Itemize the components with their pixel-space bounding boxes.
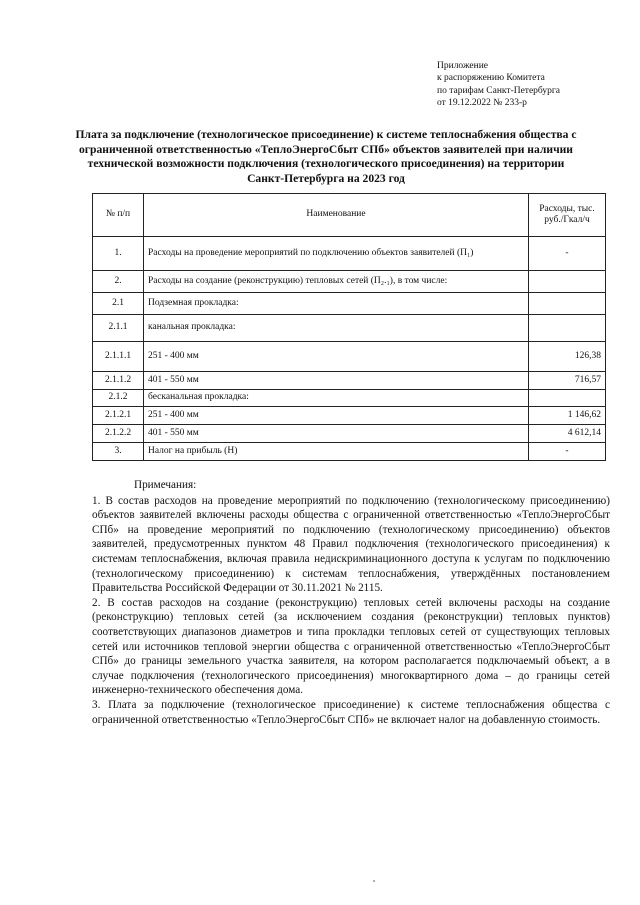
row-name: 251 - 400 мм [144,407,529,425]
table-row [93,372,606,390]
header-name: Наименование [144,194,529,237]
table-row [93,293,606,315]
row-value: 716,57 [529,372,606,390]
row-num: 2.1.1.1 [93,342,144,372]
row-name: Расходы на создание (реконструкцию) тепловых сетей (П₂.₁), в том числе: [144,271,529,293]
row-value: 4 612,14 [529,425,606,443]
row-num: 2.1 [93,293,144,315]
row-name: 251 - 400 мм [144,342,529,372]
tariff-table [92,193,606,461]
table-row [93,390,606,407]
table-row [93,342,606,372]
table-row [93,407,606,425]
row-num: 1. [93,237,144,271]
note-item: 1. В состав расходов на проведение мероприятий по подключению (технологическому присоединению) объектов заявителей включены расходы общества с ограниченной ответственностью «ТеплоЭнергоСбыт СПб» на проведение мероприятий по подключению (технологическому присоединению) объектов заявителей, предусмотренных пунктом 48 Правил подключения (технологического присоединения) к системам теплоснабжения, включая правила недискриминационного доступа к услугам по подключению (технологическому присоединению) к системам теплоснабжения, утверждённых постановлением Правительства Российской Федерации от 30.11.2021 № 2115. [92,494,610,595]
document-title: Плата за подключение (технологическое присоединение) к системе теплоснабжения общества с ограниченной ответственностью «ТеплоЭнергоСбыт СПб» объектов заявителей при наличии технической возможности подключения (технологического присоединения) на территории Санкт-Петербурга на 2023 год [75,128,577,185]
table-row [93,237,606,271]
header-num: № п/п [93,194,144,237]
row-value [529,271,606,293]
appendix-line: по тарифам Санкт-Петербурга [437,85,561,96]
row-value [529,315,606,342]
row-value [529,293,606,315]
appendix-line: от 19.12.2022 № 233-р [437,98,527,109]
row-name: Налог на прибыль (Н) [144,443,529,461]
appendix-reference [437,60,637,110]
appendix-line: Приложение [437,61,488,71]
row-num: 2. [93,271,144,293]
row-name: бесканальная прокладка: [144,390,529,407]
table-row [93,315,606,342]
row-value: 1 146,62 [529,407,606,425]
row-value: - [529,237,606,271]
table-row [93,443,606,461]
row-name: Расходы на проведение мероприятий по подключению объектов заявителей (П₁) [144,237,529,271]
row-name: Подземная прокладка: [144,293,529,315]
row-num: 2.1.2 [93,390,144,407]
row-num: 2.1.1.2 [93,372,144,390]
table-row [93,271,606,293]
note-item: 2. В состав расходов на создание (реконструкцию) тепловых сетей включены расходы на создание (реконструкцию) тепловых сетей (за исключением создания (реконструкции) тепловых пунктов) соответствующих диапазонов диаметров и типа прокладки тепловых сетей от существующих тепловых сетей или источников тепловой энергии общества с ограниченной ответственностью «ТеплоЭнергоСбыт СПб» до границы земельного участка заявителя, на котором располагается подключаемый объект, а в случае подключения (технологического присоединения) многоквартирного дома – до границы сетей инженерно-технического обеспечения дома. [92,596,610,697]
row-value: 126,38 [529,342,606,372]
row-num: 3. [93,443,144,461]
appendix-line: к распоряжению Комитета [437,73,545,84]
row-name: 401 - 550 мм [144,425,529,443]
row-num: 2.1.2.2 [93,425,144,443]
row-value [529,390,606,407]
table-header-row [93,194,606,237]
row-name: 401 - 550 мм [144,372,529,390]
scan-speck [373,880,375,882]
row-num: 2.1.1 [93,315,144,342]
row-num: 2.1.2.1 [93,407,144,425]
note-item: 3. Плата за подключение (технологическое присоединение) к системе теплоснабжения общества с ограниченной ответственностью «ТеплоЭнергоСбыт СПб» не включает налог на добавленную стоимость. [92,698,610,726]
notes-heading: Примечания: [134,479,197,491]
row-value: - [529,443,606,461]
row-name: канальная прокладка: [144,315,529,342]
header-value: Расходы, тыс. руб./Гкал/ч [529,194,606,237]
table-row [93,425,606,443]
notes-section [92,478,610,727]
